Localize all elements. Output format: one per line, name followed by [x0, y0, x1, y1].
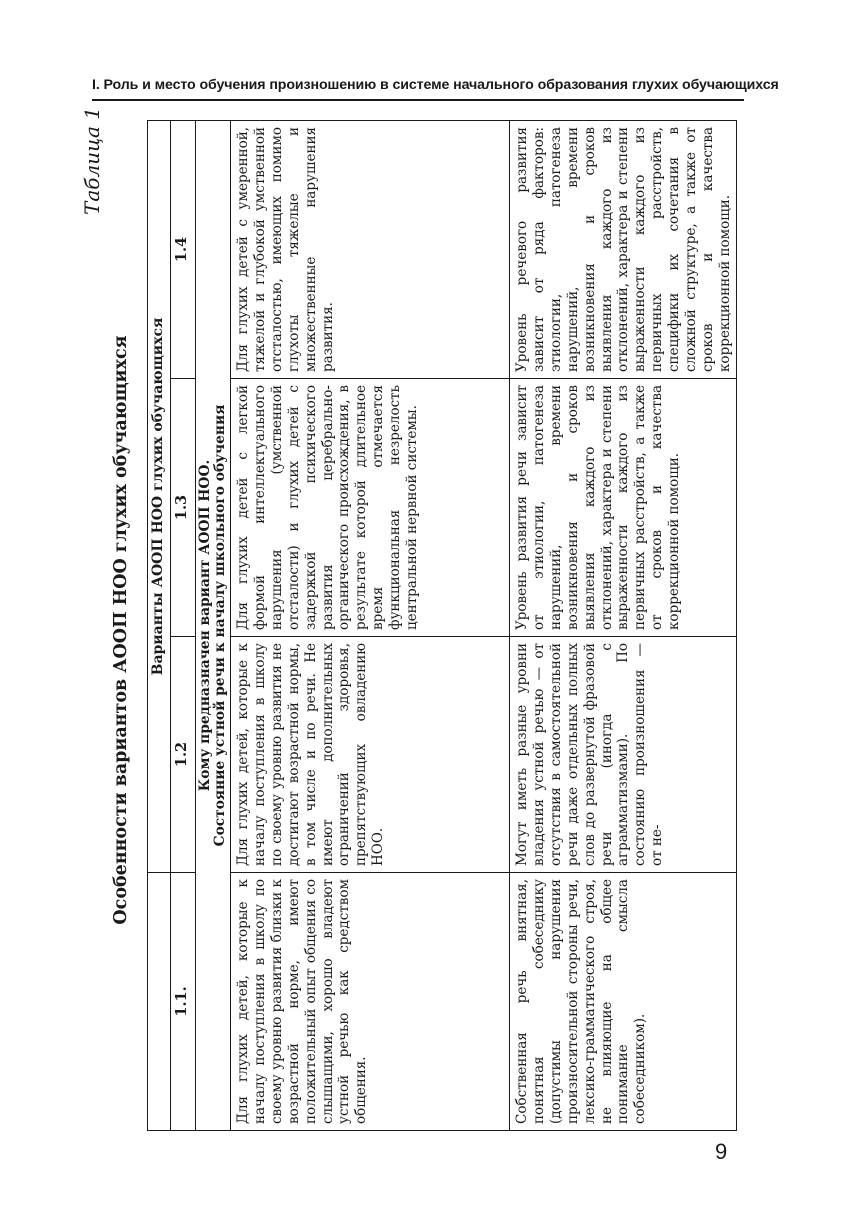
subheader-speech: Состояние устной речи к началу школьного обучения	[212, 404, 228, 847]
column-header-1-3: 1.3	[171, 379, 196, 637]
cell-whom-1-3: Для глухих детей с легкой формой интеллектуального нарушения (умственной отсталости) и глухих детей с задержкой психического развития церебрально-органического происхождения, в результате которой длительное время отмечается функциональная незрелость центральной нервной системы.	[231, 379, 510, 637]
header-empty-cell	[148, 873, 171, 1131]
column-header-1-2: 1.2	[171, 637, 196, 873]
rotated-table-block	[80, 106, 740, 1145]
subheader	[196, 121, 231, 1131]
cell-whom-1-1: Для глухих детей, которые к началу поступления в школу по своему уровню развития близки к возрастной норме, имеют положительный опыт общения со слышащими, хорошо владеют устной речью как средством общения.	[231, 873, 510, 1131]
variants-table	[147, 120, 737, 1131]
cell-whom-1-2: Для глухих детей, которые к началу поступления в школу по своему уровню развития не достигают возрастной нормы, в том числе и по речи. Не имеют дополнительных ограничений здоровья, препятствующих овладению НОО.	[231, 637, 510, 873]
table-label: Таблица 1	[80, 106, 104, 215]
header-rule	[92, 99, 744, 101]
table-title: Особенности вариантов АООП НОО глухих обучающихся	[111, 335, 131, 925]
page-number: 9	[715, 1139, 728, 1164]
cell-whom-1-4: Для глухих детей с умеренной, тяжелой и глубокой умственной отсталостью, имеющих помимо глухоты тяжелые и множественные нарушения развития.	[231, 121, 510, 379]
running-header: I. Роль и место обучения произношению в системе начального образования глухих обучающихся	[92, 77, 779, 93]
group-header: Варианты АООП НОО глухих обучающихся	[148, 121, 171, 873]
cell-speech-1-4: Уровень речевого развития зависит от ряда факторов: этиологии, патогенеза нарушений, времени возникновения и сроков выявления каждого из отклонений, характера и степени выраженности каждого из первичных расстройств, специфики их сочетания в сложной структуре, а также от сроков и качества коррекционной помощи.	[510, 121, 737, 379]
cell-speech-1-2: Могут иметь разные уровни владения устной речью — от отсутствия в самостоятельной речи даже отдельных полных слов до развернутой фразовой речи (иногда с аграмматизмами). По состоянию произношения — от не-	[510, 637, 737, 873]
cell-speech-1-3: Уровень развития речи зависит от этиологии, патогенеза нарушений, времени возникновения и сроков выявления каждого из отклонений, характера и степени выраженности каждого из первичных расстройств, а также от сроков и качества коррекционной помощи.	[510, 379, 737, 637]
cell-speech-1-1: Собственная речь внятная, понятная собеседнику (допустимы нарушения произносительной стороны речи, лексико-грамматического строя, не влияющие на общее понимание смысла собеседником).	[510, 873, 737, 1131]
column-header-1-1: 1.1.	[171, 873, 196, 1131]
column-header-1-4: 1.4	[171, 121, 196, 379]
subheader-whom: Кому предназначен вариант АООП НОО.	[197, 459, 213, 792]
